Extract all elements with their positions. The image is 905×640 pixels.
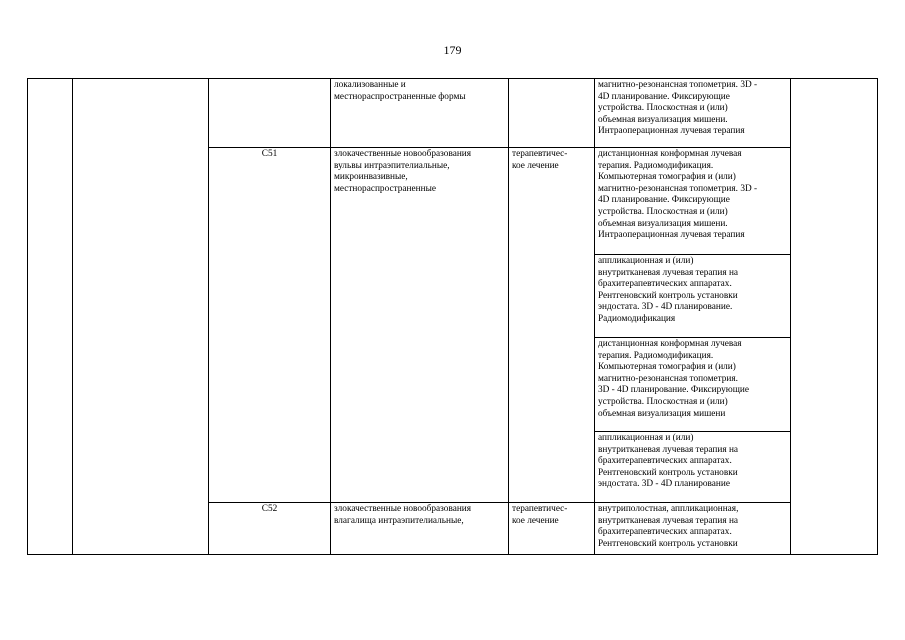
- treatment-method-cell-line: дистанционная конформная лучевая: [598, 149, 742, 159]
- icd-code-cell: C52: [209, 503, 331, 555]
- treatment-method-cell-line: Рентгеновский контроль установки: [598, 538, 738, 549]
- diagnosis-cell-line: влагалища интраэпителиальные,: [334, 515, 464, 526]
- icd-code-cell: [209, 79, 331, 148]
- diagnosis-cell-line: злокачественные новообразования: [334, 149, 472, 159]
- diagnosis-cell: [331, 503, 509, 555]
- treatment-method-cell-line: 4D планирование. Фиксирующие: [598, 195, 730, 206]
- treatment-method-cell: [595, 503, 791, 555]
- diagnosis-cell: [331, 148, 509, 503]
- treatment-type-cell-line: кое лечение: [512, 515, 559, 526]
- diagnosis-cell-line: локализованные и: [334, 80, 406, 90]
- treatment-method-cell-line: Интраоперационная лучевая терапия: [598, 126, 745, 137]
- treatment-method-cell-line: терапия. Радиомодификация.: [598, 160, 714, 171]
- number-cell: [28, 79, 73, 555]
- treatment-method-cell-line: объемная визуализация мишени.: [598, 114, 728, 125]
- treatment-method-cell-line: объемная визуализация мишени: [598, 408, 726, 419]
- treatment-type-cell: [509, 503, 595, 555]
- treatment-method-cell-line: брахитерапевтических аппаратах.: [598, 279, 732, 290]
- treatment-method-cell: [595, 148, 791, 255]
- diagnosis-cell-line: вульвы интраэпителиальные,: [334, 160, 450, 171]
- treatment-method-cell-line: устройства. Плоскостная и (или): [598, 206, 728, 217]
- page-number: 179: [443, 43, 462, 57]
- treatment-method-cell-line: эндостата. 3D - 4D планирование.: [598, 302, 733, 313]
- treatment-method-cell-line: аппликационная и (или): [598, 256, 694, 266]
- treatment-method-cell: [595, 255, 791, 338]
- treatment-type-cell: [509, 79, 595, 148]
- treatment-method-cell-line: Компьютерная томография и (или): [598, 172, 736, 183]
- treatment-method-cell-line: Компьютерная томография и (или): [598, 362, 736, 373]
- treatment-method-cell-line: магнитно-резонансная топометрия. 3D -: [598, 183, 758, 194]
- treatment-method-cell-line: Радиомодификация: [598, 313, 676, 324]
- treatment-method-cell-line: брахитерапевтических аппаратах.: [598, 456, 732, 467]
- treatment-method-cell-line: устройства. Плоскостная и (или): [598, 103, 728, 114]
- treatment-method-cell: [595, 432, 791, 503]
- table-row: [28, 79, 878, 148]
- treatment-method-cell-line: устройства. Плоскостная и (или): [598, 396, 728, 407]
- diagnosis-cell-line: микроинвазивные,: [334, 172, 408, 183]
- treatment-method-cell-line: 4D планирование. Фиксирующие: [598, 91, 730, 102]
- diagnosis-cell-line: местнораспространенные: [334, 183, 436, 194]
- treatment-method-cell-line: дистанционная конформная лучевая: [598, 339, 742, 349]
- treatment-type-cell-line: кое лечение: [512, 160, 559, 171]
- treatment-method-cell-line: магнитно-резонансная топометрия. 3D -: [598, 80, 758, 90]
- treatment-method-cell-line: Рентгеновский контроль установки: [598, 467, 738, 478]
- treatment-method-cell-line: Интраоперационная лучевая терапия: [598, 230, 745, 241]
- treatment-method-cell-line: терапия. Радиомодификация.: [598, 350, 714, 361]
- treatment-method-cell-line: внутритканевая лучевая терапия на: [598, 267, 739, 278]
- medical-table: [27, 78, 878, 555]
- profile-cell: [73, 79, 209, 555]
- diagnosis-cell-line: злокачественные новообразования: [334, 504, 472, 514]
- treatment-type-cell-line: терапевтичес-: [512, 504, 568, 514]
- treatment-method-cell-line: внутриполостная, аппликационная,: [598, 504, 739, 514]
- treatment-method-cell-line: внутритканевая лучевая терапия на: [598, 444, 739, 455]
- diagnosis-cell-line: местнораспространенные формы: [334, 91, 466, 102]
- treatment-method-cell-line: Рентгеновский контроль установки: [598, 290, 738, 301]
- treatment-type-cell-line: терапевтичес-: [512, 149, 568, 159]
- diagnosis-cell: [331, 79, 509, 148]
- treatment-method-cell-line: внутритканевая лучевая терапия на: [598, 515, 739, 526]
- norm-cell: [791, 79, 878, 555]
- treatment-method-cell-line: магнитно-резонансная топометрия.: [598, 373, 738, 384]
- treatment-method-cell-line: аппликационная и (или): [598, 433, 694, 443]
- treatment-type-cell: [509, 148, 595, 503]
- treatment-method-cell: [595, 338, 791, 432]
- treatment-method-cell-line: 3D - 4D планирование. Фиксирующие: [598, 385, 749, 396]
- treatment-method-cell-line: эндостата. 3D - 4D планирование: [598, 479, 730, 490]
- treatment-method-cell-line: брахитерапевтических аппаратах.: [598, 527, 732, 538]
- treatment-method-cell: [595, 79, 791, 148]
- icd-code-cell: C51: [209, 148, 331, 503]
- treatment-method-cell-line: объемная визуализация мишени.: [598, 218, 728, 229]
